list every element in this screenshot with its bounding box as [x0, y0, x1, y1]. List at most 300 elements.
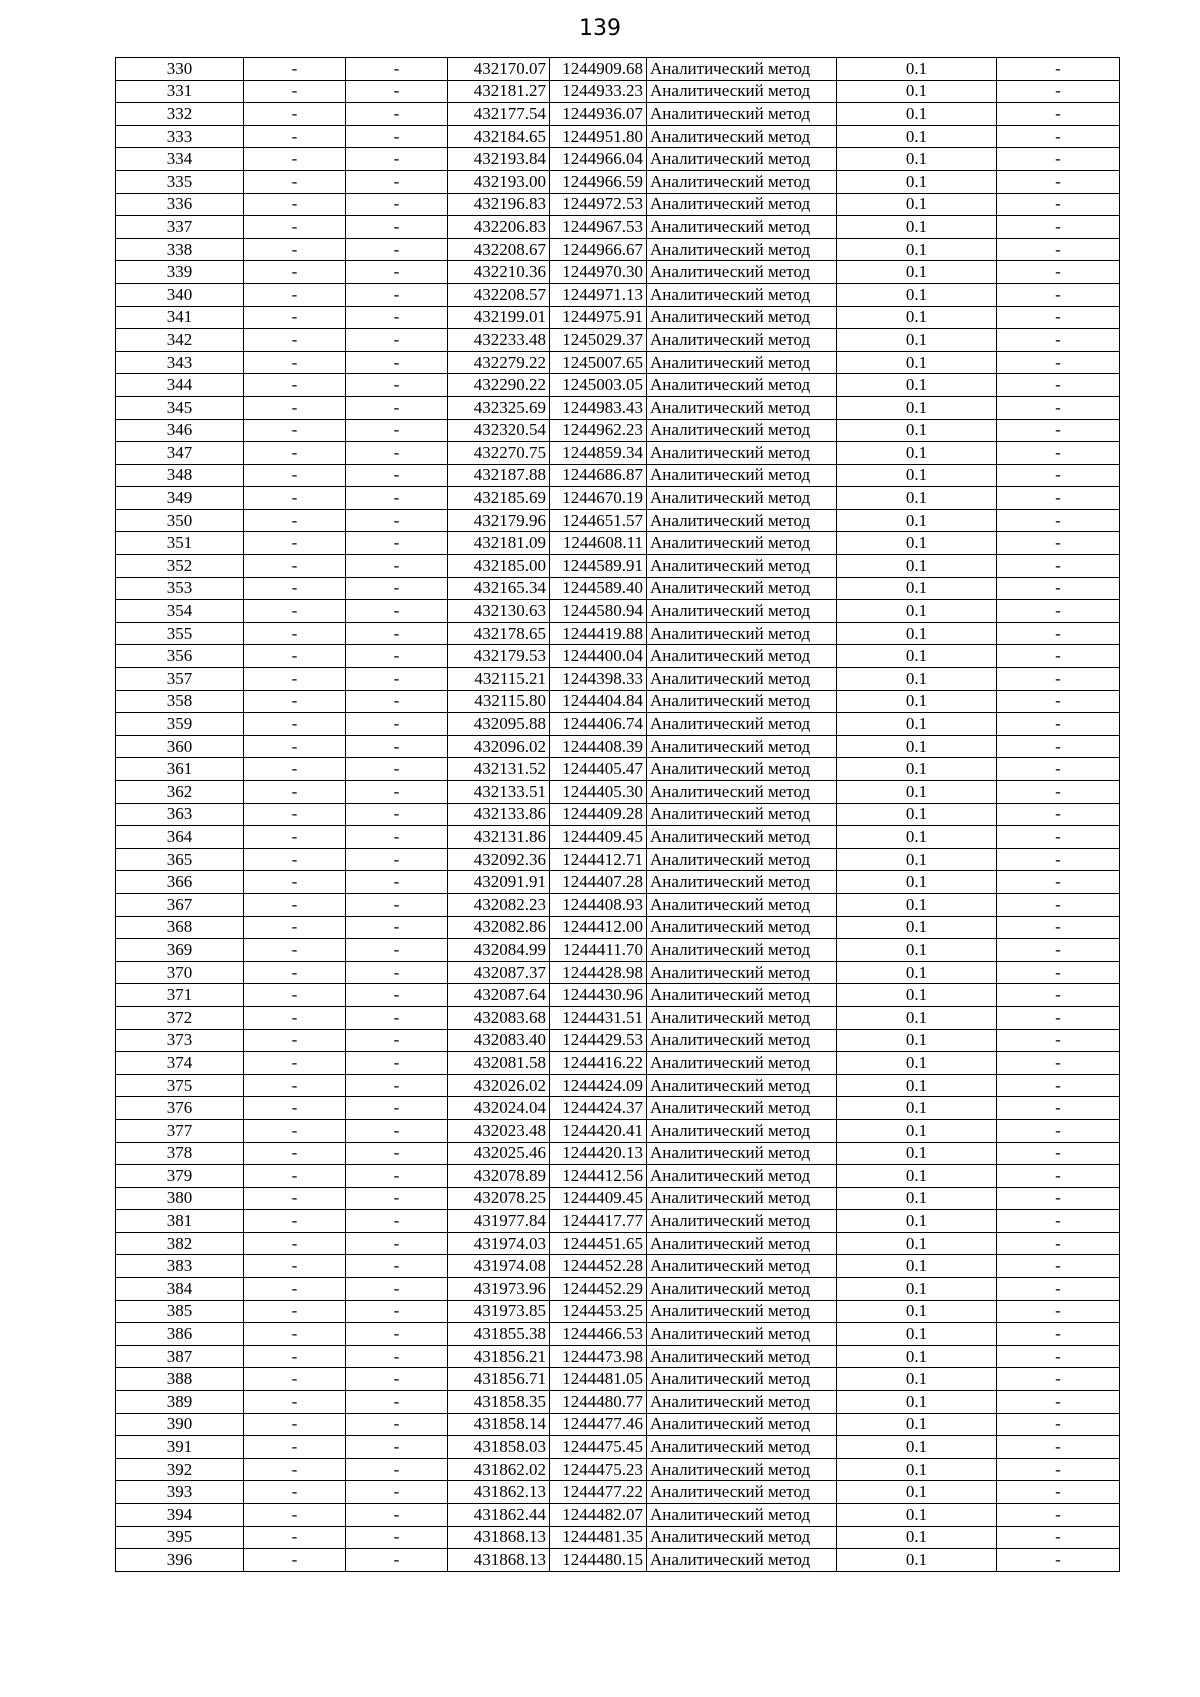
x-coordinate-cell: 432026.02	[448, 1074, 550, 1097]
method-cell: Аналитический метод	[647, 170, 837, 193]
y-coordinate-cell: 1244420.13	[550, 1142, 647, 1165]
empty-cell-1: -	[244, 1300, 346, 1323]
method-cell: Аналитический метод	[647, 464, 837, 487]
point-number-cell: 346	[116, 419, 244, 442]
empty-cell-2: -	[346, 577, 448, 600]
empty-cell-1: -	[244, 668, 346, 691]
empty-cell-2: -	[346, 283, 448, 306]
empty-cell-2: -	[346, 916, 448, 939]
y-coordinate-cell: 1244966.59	[550, 170, 647, 193]
accuracy-cell: 0.1	[837, 148, 997, 171]
table-row	[116, 1323, 1120, 1346]
point-number-cell: 353	[116, 577, 244, 600]
y-coordinate-cell: 1244983.43	[550, 396, 647, 419]
method-cell: Аналитический метод	[647, 1097, 837, 1120]
point-number-cell: 332	[116, 103, 244, 126]
empty-cell-3: -	[997, 1187, 1120, 1210]
method-cell: Аналитический метод	[647, 509, 837, 532]
table-row	[116, 668, 1120, 691]
accuracy-cell: 0.1	[837, 735, 997, 758]
method-cell: Аналитический метод	[647, 939, 837, 962]
y-coordinate-cell: 1244407.28	[550, 871, 647, 894]
empty-cell-1: -	[244, 1481, 346, 1504]
empty-cell-3: -	[997, 1119, 1120, 1142]
accuracy-cell: 0.1	[837, 419, 997, 442]
table-row	[116, 1165, 1120, 1188]
empty-cell-2: -	[346, 668, 448, 691]
point-number-cell: 352	[116, 555, 244, 578]
empty-cell-2: -	[346, 125, 448, 148]
table-row	[116, 1029, 1120, 1052]
point-number-cell: 359	[116, 713, 244, 736]
empty-cell-2: -	[346, 329, 448, 352]
accuracy-cell: 0.1	[837, 1210, 997, 1233]
point-number-cell: 363	[116, 803, 244, 826]
empty-cell-1: -	[244, 961, 346, 984]
x-coordinate-cell: 432181.09	[448, 532, 550, 555]
table-row	[116, 781, 1120, 804]
y-coordinate-cell: 1244416.22	[550, 1052, 647, 1075]
y-coordinate-cell: 1244412.56	[550, 1165, 647, 1188]
empty-cell-2: -	[346, 148, 448, 171]
empty-cell-3: -	[997, 577, 1120, 600]
point-number-cell: 374	[116, 1052, 244, 1075]
accuracy-cell: 0.1	[837, 1187, 997, 1210]
empty-cell-1: -	[244, 351, 346, 374]
point-number-cell: 369	[116, 939, 244, 962]
x-coordinate-cell: 431862.02	[448, 1458, 550, 1481]
empty-cell-3: -	[997, 1458, 1120, 1481]
accuracy-cell: 0.1	[837, 848, 997, 871]
empty-cell-3: -	[997, 1413, 1120, 1436]
y-coordinate-cell: 1244933.23	[550, 80, 647, 103]
empty-cell-3: -	[997, 487, 1120, 510]
point-number-cell: 381	[116, 1210, 244, 1233]
table-row	[116, 1232, 1120, 1255]
x-coordinate-cell: 432082.23	[448, 893, 550, 916]
point-number-cell: 382	[116, 1232, 244, 1255]
empty-cell-3: -	[997, 464, 1120, 487]
x-coordinate-cell: 432208.67	[448, 238, 550, 261]
x-coordinate-cell: 432082.86	[448, 916, 550, 939]
y-coordinate-cell: 1244424.37	[550, 1097, 647, 1120]
empty-cell-1: -	[244, 1368, 346, 1391]
empty-cell-2: -	[346, 1142, 448, 1165]
empty-cell-3: -	[997, 283, 1120, 306]
empty-cell-3: -	[997, 1323, 1120, 1346]
table-row	[116, 374, 1120, 397]
accuracy-cell: 0.1	[837, 1504, 997, 1527]
accuracy-cell: 0.1	[837, 80, 997, 103]
empty-cell-1: -	[244, 1006, 346, 1029]
table-row	[116, 1413, 1120, 1436]
empty-cell-2: -	[346, 80, 448, 103]
empty-cell-3: -	[997, 1052, 1120, 1075]
method-cell: Аналитический метод	[647, 329, 837, 352]
empty-cell-3: -	[997, 781, 1120, 804]
empty-cell-2: -	[346, 848, 448, 871]
empty-cell-2: -	[346, 1255, 448, 1278]
table-row	[116, 1345, 1120, 1368]
y-coordinate-cell: 1244951.80	[550, 125, 647, 148]
x-coordinate-cell: 431974.08	[448, 1255, 550, 1278]
table-row	[116, 487, 1120, 510]
empty-cell-2: -	[346, 487, 448, 510]
y-coordinate-cell: 1244452.28	[550, 1255, 647, 1278]
x-coordinate-cell: 432185.00	[448, 555, 550, 578]
x-coordinate-cell: 432024.04	[448, 1097, 550, 1120]
empty-cell-2: -	[346, 690, 448, 713]
method-cell: Аналитический метод	[647, 690, 837, 713]
empty-cell-2: -	[346, 893, 448, 916]
point-number-cell: 344	[116, 374, 244, 397]
table-row	[116, 803, 1120, 826]
empty-cell-1: -	[244, 509, 346, 532]
point-number-cell: 393	[116, 1481, 244, 1504]
table-row	[116, 961, 1120, 984]
empty-cell-3: -	[997, 216, 1120, 239]
empty-cell-2: -	[346, 1436, 448, 1459]
empty-cell-1: -	[244, 916, 346, 939]
table-row	[116, 58, 1120, 81]
accuracy-cell: 0.1	[837, 283, 997, 306]
method-cell: Аналитический метод	[647, 555, 837, 578]
point-number-cell: 362	[116, 781, 244, 804]
empty-cell-1: -	[244, 306, 346, 329]
y-coordinate-cell: 1244975.91	[550, 306, 647, 329]
empty-cell-1: -	[244, 1278, 346, 1301]
accuracy-cell: 0.1	[837, 329, 997, 352]
empty-cell-2: -	[346, 58, 448, 81]
method-cell: Аналитический метод	[647, 532, 837, 555]
x-coordinate-cell: 432081.58	[448, 1052, 550, 1075]
empty-cell-2: -	[346, 826, 448, 849]
x-coordinate-cell: 432178.65	[448, 622, 550, 645]
point-number-cell: 330	[116, 58, 244, 81]
empty-cell-1: -	[244, 283, 346, 306]
empty-cell-1: -	[244, 103, 346, 126]
accuracy-cell: 0.1	[837, 1413, 997, 1436]
point-number-cell: 395	[116, 1526, 244, 1549]
point-number-cell: 385	[116, 1300, 244, 1323]
table-row	[116, 283, 1120, 306]
empty-cell-3: -	[997, 1504, 1120, 1527]
empty-cell-2: -	[346, 555, 448, 578]
empty-cell-1: -	[244, 1142, 346, 1165]
method-cell: Аналитический метод	[647, 916, 837, 939]
y-coordinate-cell: 1244482.07	[550, 1504, 647, 1527]
empty-cell-3: -	[997, 442, 1120, 465]
accuracy-cell: 0.1	[837, 871, 997, 894]
empty-cell-1: -	[244, 1119, 346, 1142]
y-coordinate-cell: 1244477.46	[550, 1413, 647, 1436]
method-cell: Аналитический метод	[647, 1142, 837, 1165]
empty-cell-1: -	[244, 329, 346, 352]
empty-cell-1: -	[244, 216, 346, 239]
x-coordinate-cell: 432179.96	[448, 509, 550, 532]
point-number-cell: 375	[116, 1074, 244, 1097]
empty-cell-1: -	[244, 238, 346, 261]
empty-cell-3: -	[997, 1029, 1120, 1052]
table-row	[116, 80, 1120, 103]
method-cell: Аналитический метод	[647, 58, 837, 81]
empty-cell-1: -	[244, 1210, 346, 1233]
point-number-cell: 348	[116, 464, 244, 487]
point-number-cell: 347	[116, 442, 244, 465]
y-coordinate-cell: 1244405.30	[550, 781, 647, 804]
point-number-cell: 342	[116, 329, 244, 352]
empty-cell-3: -	[997, 351, 1120, 374]
empty-cell-2: -	[346, 1097, 448, 1120]
empty-cell-1: -	[244, 1232, 346, 1255]
x-coordinate-cell: 432179.53	[448, 645, 550, 668]
table-row	[116, 1187, 1120, 1210]
empty-cell-3: -	[997, 713, 1120, 736]
y-coordinate-cell: 1244589.91	[550, 555, 647, 578]
point-number-cell: 361	[116, 758, 244, 781]
empty-cell-2: -	[346, 871, 448, 894]
x-coordinate-cell: 432133.51	[448, 781, 550, 804]
empty-cell-1: -	[244, 622, 346, 645]
table-row	[116, 1436, 1120, 1459]
empty-cell-3: -	[997, 622, 1120, 645]
table-row	[116, 103, 1120, 126]
method-cell: Аналитический метод	[647, 871, 837, 894]
table-row	[116, 893, 1120, 916]
x-coordinate-cell: 431855.38	[448, 1323, 550, 1346]
point-number-cell: 338	[116, 238, 244, 261]
empty-cell-1: -	[244, 170, 346, 193]
empty-cell-1: -	[244, 532, 346, 555]
accuracy-cell: 0.1	[837, 1278, 997, 1301]
method-cell: Аналитический метод	[647, 984, 837, 1007]
point-number-cell: 387	[116, 1345, 244, 1368]
point-number-cell: 378	[116, 1142, 244, 1165]
x-coordinate-cell: 432131.86	[448, 826, 550, 849]
table-row	[116, 555, 1120, 578]
x-coordinate-cell: 432115.80	[448, 690, 550, 713]
accuracy-cell: 0.1	[837, 555, 997, 578]
empty-cell-1: -	[244, 984, 346, 1007]
empty-cell-2: -	[346, 984, 448, 1007]
empty-cell-2: -	[346, 1413, 448, 1436]
empty-cell-1: -	[244, 577, 346, 600]
method-cell: Аналитический метод	[647, 419, 837, 442]
empty-cell-2: -	[346, 1210, 448, 1233]
y-coordinate-cell: 1244967.53	[550, 216, 647, 239]
empty-cell-1: -	[244, 1323, 346, 1346]
empty-cell-1: -	[244, 939, 346, 962]
empty-cell-3: -	[997, 148, 1120, 171]
empty-cell-2: -	[346, 1029, 448, 1052]
x-coordinate-cell: 432131.52	[448, 758, 550, 781]
accuracy-cell: 0.1	[837, 532, 997, 555]
x-coordinate-cell: 432320.54	[448, 419, 550, 442]
method-cell: Аналитический метод	[647, 961, 837, 984]
accuracy-cell: 0.1	[837, 781, 997, 804]
empty-cell-2: -	[346, 1119, 448, 1142]
x-coordinate-cell: 432185.69	[448, 487, 550, 510]
accuracy-cell: 0.1	[837, 306, 997, 329]
empty-cell-3: -	[997, 826, 1120, 849]
accuracy-cell: 0.1	[837, 1074, 997, 1097]
empty-cell-3: -	[997, 735, 1120, 758]
empty-cell-1: -	[244, 1187, 346, 1210]
empty-cell-3: -	[997, 329, 1120, 352]
table-row	[116, 148, 1120, 171]
x-coordinate-cell: 432210.36	[448, 261, 550, 284]
x-coordinate-cell: 431868.13	[448, 1549, 550, 1572]
y-coordinate-cell: 1244409.28	[550, 803, 647, 826]
accuracy-cell: 0.1	[837, 893, 997, 916]
empty-cell-3: -	[997, 306, 1120, 329]
x-coordinate-cell: 431856.71	[448, 1368, 550, 1391]
point-number-cell: 350	[116, 509, 244, 532]
empty-cell-3: -	[997, 1255, 1120, 1278]
method-cell: Аналитический метод	[647, 1278, 837, 1301]
method-cell: Аналитический метод	[647, 1187, 837, 1210]
empty-cell-3: -	[997, 532, 1120, 555]
method-cell: Аналитический метод	[647, 396, 837, 419]
x-coordinate-cell: 432208.57	[448, 283, 550, 306]
y-coordinate-cell: 1244966.04	[550, 148, 647, 171]
empty-cell-3: -	[997, 758, 1120, 781]
empty-cell-2: -	[346, 216, 448, 239]
y-coordinate-cell: 1244429.53	[550, 1029, 647, 1052]
y-coordinate-cell: 1244580.94	[550, 600, 647, 623]
accuracy-cell: 0.1	[837, 622, 997, 645]
table-row	[116, 826, 1120, 849]
empty-cell-3: -	[997, 261, 1120, 284]
empty-cell-3: -	[997, 871, 1120, 894]
empty-cell-3: -	[997, 939, 1120, 962]
empty-cell-2: -	[346, 464, 448, 487]
empty-cell-2: -	[346, 803, 448, 826]
x-coordinate-cell: 432184.65	[448, 125, 550, 148]
method-cell: Аналитический метод	[647, 306, 837, 329]
x-coordinate-cell: 432078.89	[448, 1165, 550, 1188]
x-coordinate-cell: 432084.99	[448, 939, 550, 962]
method-cell: Аналитический метод	[647, 1074, 837, 1097]
table-row	[116, 419, 1120, 442]
y-coordinate-cell: 1244608.11	[550, 532, 647, 555]
x-coordinate-cell: 432078.25	[448, 1187, 550, 1210]
empty-cell-1: -	[244, 1255, 346, 1278]
accuracy-cell: 0.1	[837, 374, 997, 397]
method-cell: Аналитический метод	[647, 1345, 837, 1368]
y-coordinate-cell: 1244420.41	[550, 1119, 647, 1142]
empty-cell-3: -	[997, 374, 1120, 397]
x-coordinate-cell: 432087.64	[448, 984, 550, 1007]
table-row	[116, 329, 1120, 352]
table-row	[116, 306, 1120, 329]
method-cell: Аналитический метод	[647, 600, 837, 623]
empty-cell-2: -	[346, 735, 448, 758]
accuracy-cell: 0.1	[837, 1052, 997, 1075]
empty-cell-1: -	[244, 713, 346, 736]
empty-cell-3: -	[997, 103, 1120, 126]
empty-cell-3: -	[997, 1345, 1120, 1368]
x-coordinate-cell: 431868.13	[448, 1526, 550, 1549]
point-number-cell: 331	[116, 80, 244, 103]
x-coordinate-cell: 432233.48	[448, 329, 550, 352]
method-cell: Аналитический метод	[647, 1526, 837, 1549]
accuracy-cell: 0.1	[837, 1368, 997, 1391]
empty-cell-1: -	[244, 781, 346, 804]
x-coordinate-cell: 432290.22	[448, 374, 550, 397]
empty-cell-3: -	[997, 419, 1120, 442]
point-number-cell: 368	[116, 916, 244, 939]
point-number-cell: 355	[116, 622, 244, 645]
point-number-cell: 354	[116, 600, 244, 623]
method-cell: Аналитический метод	[647, 1549, 837, 1572]
x-coordinate-cell: 432095.88	[448, 713, 550, 736]
empty-cell-2: -	[346, 238, 448, 261]
table-row	[116, 1142, 1120, 1165]
accuracy-cell: 0.1	[837, 668, 997, 691]
method-cell: Аналитический метод	[647, 1481, 837, 1504]
y-coordinate-cell: 1244972.53	[550, 193, 647, 216]
y-coordinate-cell: 1244481.35	[550, 1526, 647, 1549]
empty-cell-3: -	[997, 961, 1120, 984]
empty-cell-3: -	[997, 1436, 1120, 1459]
table-row	[116, 193, 1120, 216]
x-coordinate-cell: 432181.27	[448, 80, 550, 103]
coordinates-table	[115, 57, 1120, 1572]
table-row	[116, 216, 1120, 239]
table-row	[116, 1300, 1120, 1323]
empty-cell-2: -	[346, 532, 448, 555]
method-cell: Аналитический метод	[647, 803, 837, 826]
table-row	[116, 1006, 1120, 1029]
table-row	[116, 1391, 1120, 1414]
point-number-cell: 390	[116, 1413, 244, 1436]
method-cell: Аналитический метод	[647, 1413, 837, 1436]
method-cell: Аналитический метод	[647, 713, 837, 736]
accuracy-cell: 0.1	[837, 396, 997, 419]
x-coordinate-cell: 431973.85	[448, 1300, 550, 1323]
accuracy-cell: 0.1	[837, 690, 997, 713]
accuracy-cell: 0.1	[837, 1481, 997, 1504]
y-coordinate-cell: 1244971.13	[550, 283, 647, 306]
empty-cell-2: -	[346, 1526, 448, 1549]
empty-cell-2: -	[346, 1006, 448, 1029]
point-number-cell: 370	[116, 961, 244, 984]
table-row	[116, 238, 1120, 261]
accuracy-cell: 0.1	[837, 939, 997, 962]
empty-cell-2: -	[346, 961, 448, 984]
empty-cell-2: -	[346, 396, 448, 419]
empty-cell-1: -	[244, 125, 346, 148]
method-cell: Аналитический метод	[647, 1391, 837, 1414]
empty-cell-2: -	[346, 1074, 448, 1097]
x-coordinate-cell: 432170.07	[448, 58, 550, 81]
empty-cell-3: -	[997, 58, 1120, 81]
empty-cell-1: -	[244, 848, 346, 871]
method-cell: Аналитический метод	[647, 193, 837, 216]
empty-cell-1: -	[244, 1413, 346, 1436]
method-cell: Аналитический метод	[647, 1165, 837, 1188]
y-coordinate-cell: 1244400.04	[550, 645, 647, 668]
y-coordinate-cell: 1244428.98	[550, 961, 647, 984]
accuracy-cell: 0.1	[837, 1255, 997, 1278]
method-cell: Аналитический метод	[647, 826, 837, 849]
point-number-cell: 360	[116, 735, 244, 758]
table-row	[116, 758, 1120, 781]
y-coordinate-cell: 1244412.71	[550, 848, 647, 871]
point-number-cell: 383	[116, 1255, 244, 1278]
accuracy-cell: 0.1	[837, 1391, 997, 1414]
